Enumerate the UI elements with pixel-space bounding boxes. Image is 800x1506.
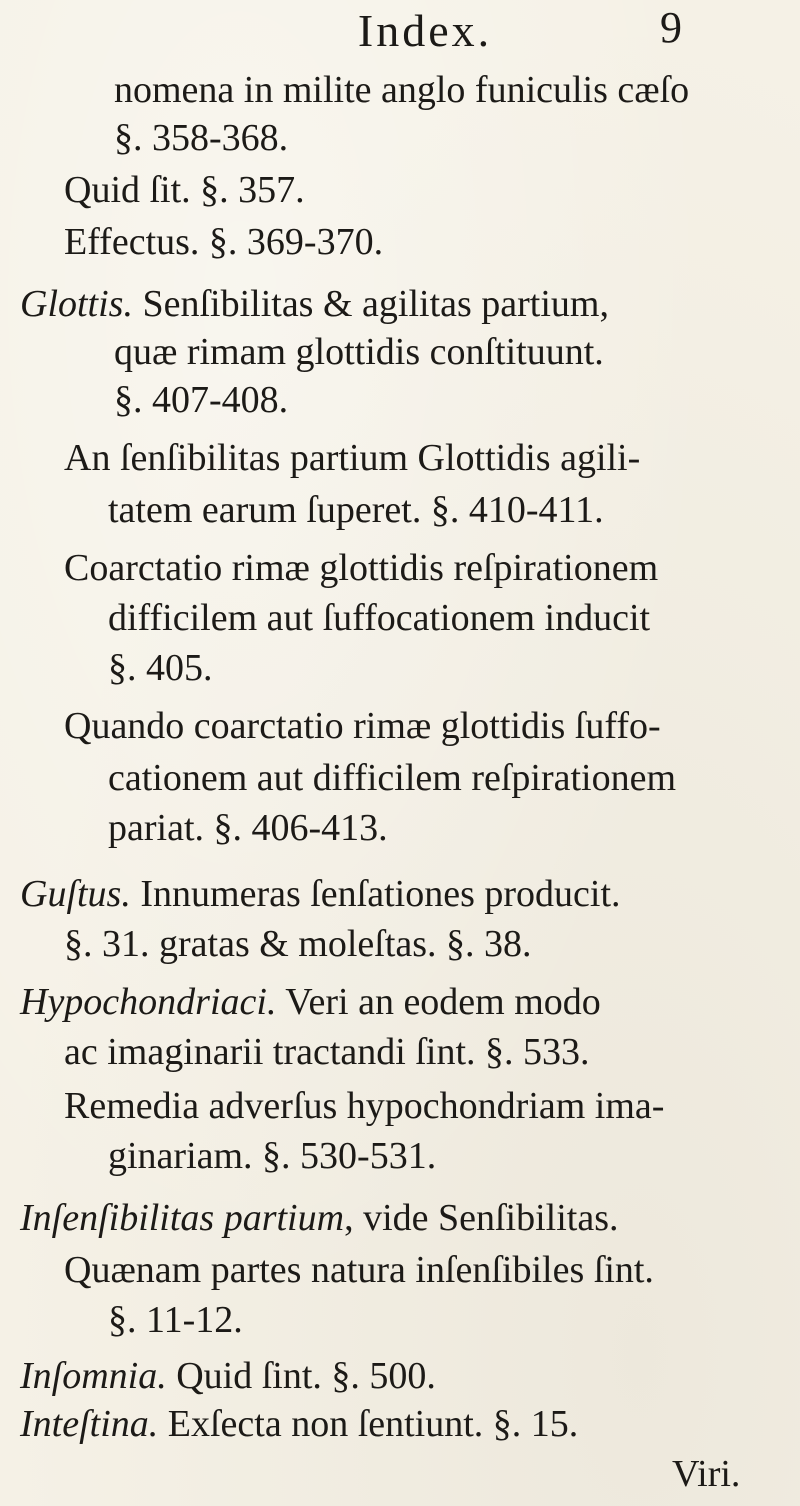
entry-text: Quid ſit. §. 357. (64, 169, 305, 211)
index-line (108, 1134, 436, 1178)
entry-text: tatem earum ſuperet. §. 410-411. (108, 489, 604, 531)
entry-term: Hypochondriaci. (20, 981, 277, 1023)
entry-text: difficilem aut ſuffocationem inducit (108, 597, 651, 639)
index-line (20, 282, 609, 326)
index-line (108, 1298, 243, 1342)
page-number: 9 (660, 3, 682, 52)
index-line (108, 488, 604, 532)
entry-term: Inſomnia. (20, 1355, 167, 1397)
entry-term: Inſenſibilitas partium (20, 1197, 345, 1239)
index-line (114, 378, 288, 422)
entry-text: Quid ſint. §. 500. (166, 1355, 436, 1397)
index-line (64, 546, 658, 590)
entry-text: §. 407-408. (114, 379, 289, 421)
index-line (108, 646, 213, 690)
index-line (108, 756, 676, 800)
entry-text: nomena in milite anglo funiculis cæſo (114, 69, 690, 111)
entry-term: Guſtus. (20, 873, 131, 915)
entry-text: Exſecta non ſentiunt. §. 15. (158, 1403, 579, 1445)
index-line (64, 1084, 664, 1128)
index-line (108, 596, 650, 640)
entry-text: §. 405. (108, 647, 213, 689)
index-line (20, 872, 621, 916)
running-header (0, 0, 800, 62)
entry-text: §. 11-12. (108, 1299, 243, 1341)
entry-text: Quando coarctatio rimæ glottidis ſuffo- (64, 705, 661, 747)
index-line (114, 68, 689, 112)
entry-text: An ſenſibilitas partium Glottidis agili- (64, 437, 641, 479)
index-line (20, 1402, 578, 1446)
entry-text: Coarctatio rimæ glottidis reſpirationem (64, 547, 659, 589)
entry-text: cationem aut difficilem reſpirationem (108, 757, 677, 799)
index-line (64, 220, 383, 264)
entry-text: §. 358-368. (114, 117, 289, 159)
index-line (20, 1196, 619, 1240)
index-line (64, 1030, 590, 1074)
entry-text: Veri an eodem modo (276, 981, 601, 1023)
index-line (64, 922, 532, 966)
entry-text: Effectus. §. 369-370. (64, 221, 384, 263)
entry-text: ginariam. §. 530-531. (108, 1135, 437, 1177)
entry-text: quæ rimam glottidis conſtituunt. (114, 331, 604, 373)
entry-term: Glottis. (20, 283, 133, 325)
entry-text: Quænam partes natura inſenſibiles ſint. (64, 1249, 654, 1291)
entry-text: ac imaginarii tractandi ſint. §. 533. (64, 1031, 590, 1073)
entry-text: Innumeras ſenſationes producit. (130, 873, 621, 915)
entry-text: , vide Senſibilitas. (344, 1197, 619, 1239)
index-line (108, 806, 388, 850)
index-line (64, 704, 661, 748)
index-line (20, 980, 601, 1024)
entry-text: pariat. §. 406-413. (108, 807, 388, 849)
index-title: Index. (357, 5, 493, 56)
entry-text: Senſibilitas & agilitas partium, (132, 283, 609, 325)
index-line (114, 116, 288, 160)
index-line (64, 436, 640, 480)
index-line (64, 168, 305, 212)
entry-text: Remedia adverſus hypochondriam ima- (64, 1085, 665, 1127)
entry-term: Inteſtina. (20, 1403, 159, 1445)
catchword: Viri. (672, 1453, 741, 1495)
index-line (20, 1354, 436, 1398)
index-line (64, 1248, 654, 1292)
entry-text: §. 31. gratas & moleſtas. §. 38. (64, 923, 532, 965)
index-line (114, 330, 604, 374)
